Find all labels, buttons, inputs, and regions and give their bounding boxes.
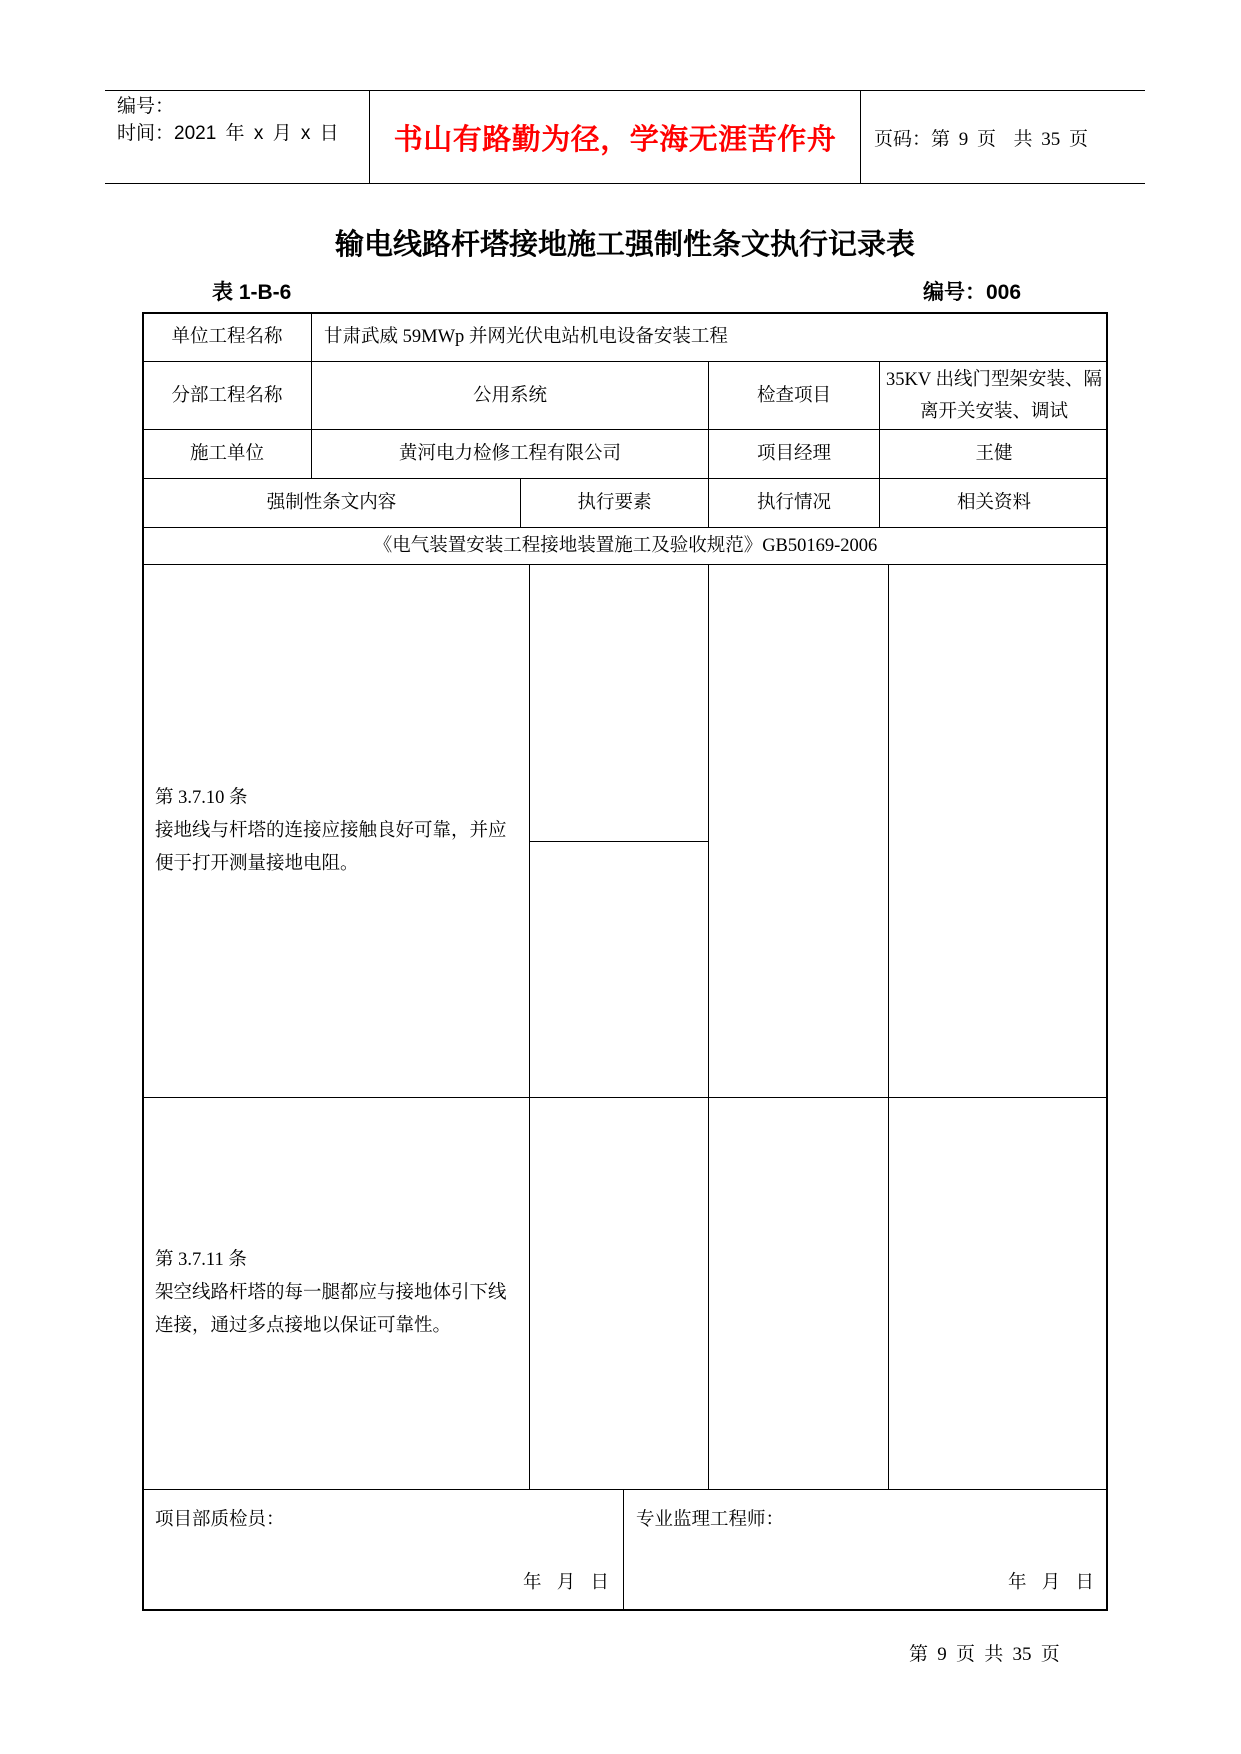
table-row <box>142 1097 529 1489</box>
clause-content <box>155 782 513 881</box>
header-meta <box>105 91 370 183</box>
execution-elements-cell-upper <box>529 564 708 841</box>
column-header-execution-status: 执行情况 <box>708 478 879 527</box>
clause-text: 架空线路杆塔的每一腿都应与接地体引下线连接，通过多点接地以保证可靠性。 <box>155 1283 507 1336</box>
unit-project-value: 甘肃武威 59MWp 并网光伏电站机电设备安装工程 <box>311 312 1108 361</box>
column-header-related-materials: 相关资料 <box>879 478 1108 527</box>
project-manager-value: 王健 <box>879 429 1108 478</box>
execution-status-cell <box>708 564 888 1097</box>
clause-text: 接地线与杆塔的连接应接触良好可靠，并应便于打开测量接地电阻。 <box>155 820 507 874</box>
sub-project-label: 分部工程名称 <box>142 361 311 429</box>
document-number-label: 编号： <box>117 96 175 117</box>
column-header-clause-content: 强制性条文内容 <box>142 478 520 527</box>
column-header-execution-elements: 执行要素 <box>520 478 708 527</box>
inspector-signature-cell <box>142 1489 623 1611</box>
page-title: 输电线路杆塔接地施工强制性条文执行记录表 <box>334 229 915 261</box>
clause-number: 第 3.7.10 条 <box>155 787 248 808</box>
execution-elements-cell-lower <box>529 841 708 1097</box>
contractor-value: 黄河电力检修工程有限公司 <box>311 429 708 478</box>
execution-status-cell <box>708 1097 888 1489</box>
supervisor-label: 专业监理工程师： <box>636 1510 785 1530</box>
sub-project-value: 公用系统 <box>311 361 708 429</box>
page-footer: 第 9 页 共 35 页 <box>909 1644 1060 1665</box>
document-time: 时间：2021 年 x 月 x 日 <box>117 123 339 144</box>
related-materials-cell <box>888 1097 1108 1489</box>
clause-number: 第 3.7.11 条 <box>155 1250 247 1270</box>
check-item-cell <box>879 361 1108 429</box>
page-header <box>105 90 1145 184</box>
contractor-label: 施工单位 <box>142 429 311 478</box>
header-page-info: 页码：第 9 页 共 35 页 <box>874 128 1089 150</box>
related-materials-cell <box>888 564 1108 1097</box>
inspector-date: 年 月 日 <box>522 1573 609 1593</box>
record-table <box>142 312 1108 1611</box>
project-manager-label: 项目经理 <box>708 429 879 478</box>
table-row <box>142 564 529 1097</box>
clause-content <box>155 1244 513 1343</box>
check-item-value: 35KV 出线门型架安装、隔离开关安装、调试 <box>885 369 1102 422</box>
table-id: 表 1-B-6 <box>212 281 292 304</box>
unit-project-label: 单位工程名称 <box>142 312 311 361</box>
header-motto: 书山有路勤为径，学海无涯苦作舟 <box>370 91 861 183</box>
supervisor-date: 年 月 日 <box>1007 1573 1094 1593</box>
inspector-label: 项目部质检员： <box>155 1510 285 1530</box>
supervisor-signature-cell <box>623 1489 1108 1611</box>
standard-reference: 《电气装置安装工程接地装置施工及验收规范》GB50169-2006 <box>142 527 1108 564</box>
serial-number: 编号：006 <box>923 281 1022 304</box>
execution-elements-cell <box>529 1097 708 1489</box>
check-item-label: 检查项目 <box>708 361 879 429</box>
